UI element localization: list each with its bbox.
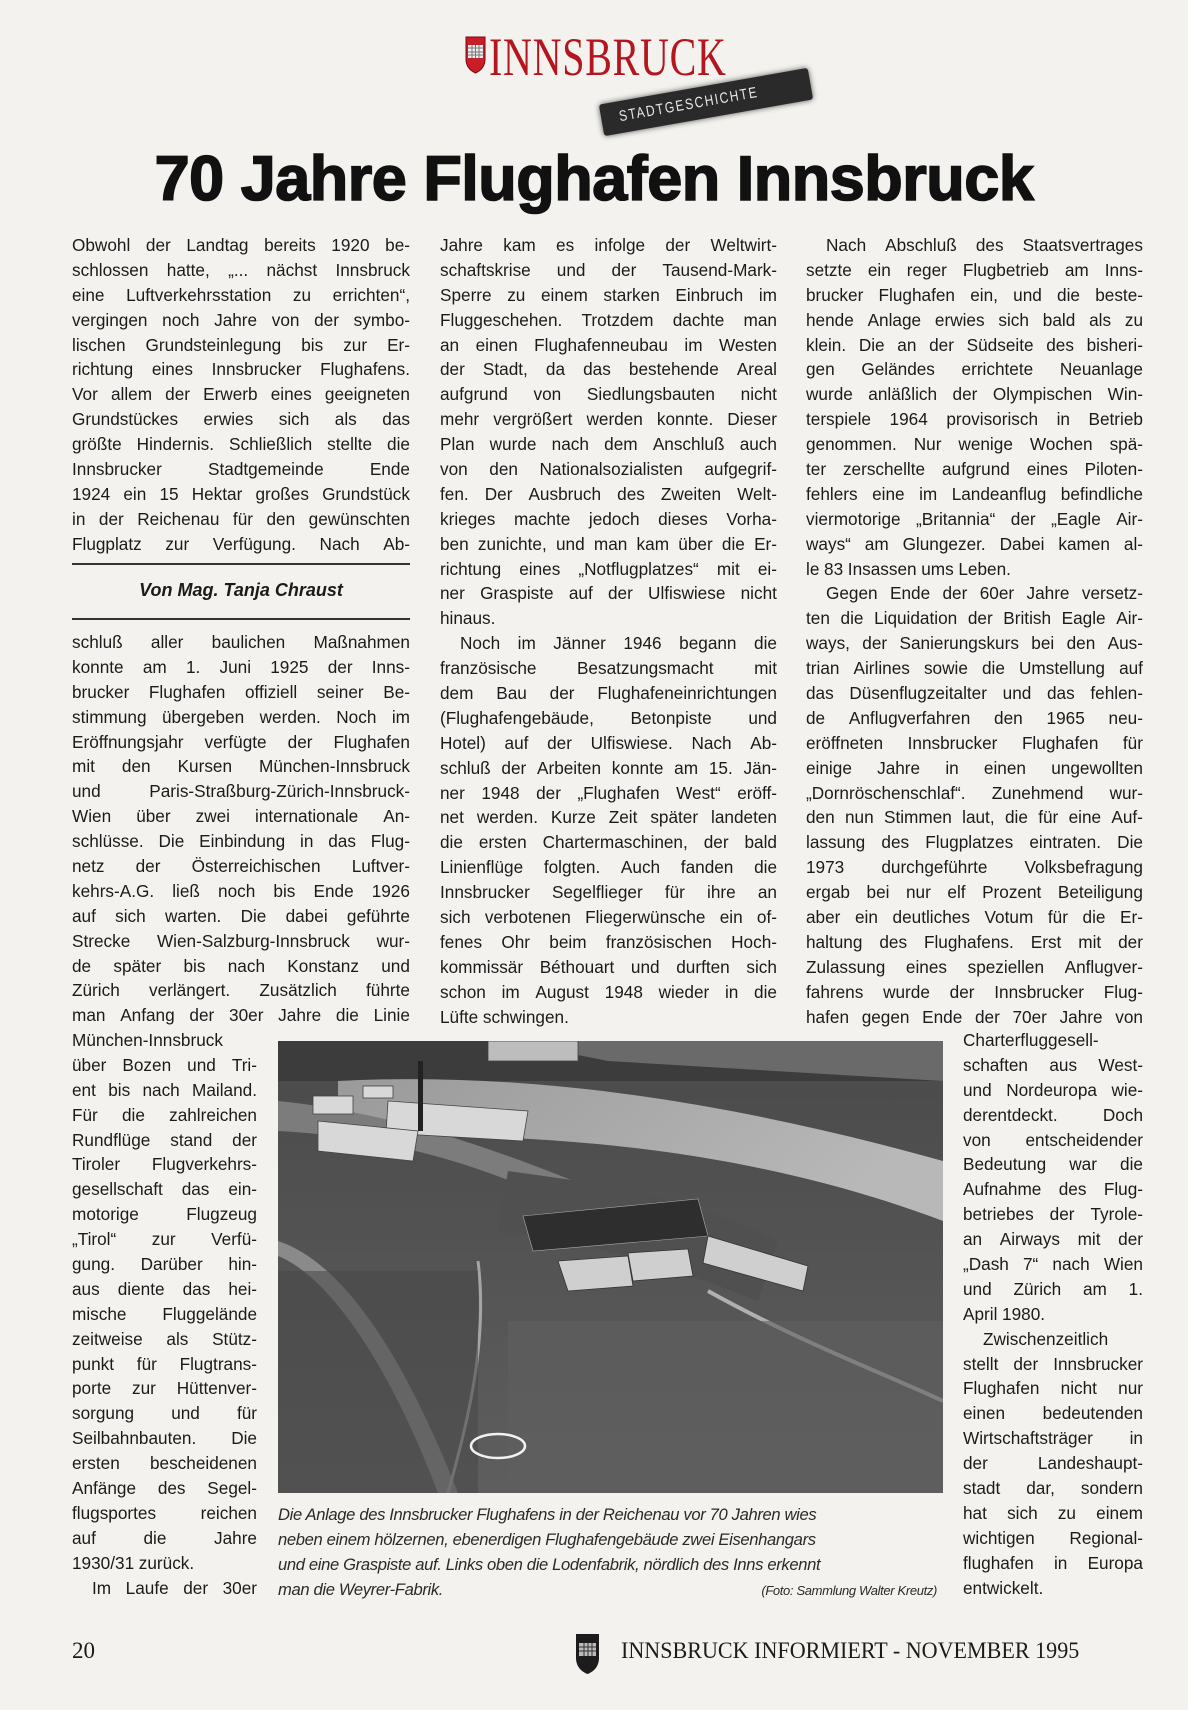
text-line: Linienflüge folgten. Auch fanden die	[440, 857, 777, 878]
text-line: richtung eines Innsbrucker Flughafens.	[72, 359, 410, 380]
text-line: ergab bei nur elf Prozent Beteiligung	[806, 882, 1143, 903]
text-line: zeitweise als Stütz-	[72, 1328, 257, 1349]
text-line: lassung des Flugplatzes eintraten. Die	[806, 832, 1143, 853]
text-line: eine Luftverkehrsstation zu errichten“,	[72, 284, 410, 305]
text-line: hafen gegen Ende der 70er Jahre von	[806, 1006, 1143, 1027]
text-line: brucker Flughafen ein, und die beste-	[806, 284, 1143, 305]
text-line: von entscheidender	[963, 1129, 1143, 1150]
text-line: Rundflüge stand der	[72, 1129, 257, 1150]
text-line: München-Innsbruck	[72, 1030, 223, 1050]
text-line: aufgrund von Siedlungsbauten nicht	[440, 384, 777, 405]
text-line: Hotel) auf der Ulfiswiese. Nach Ab-	[440, 732, 777, 753]
text-line: Anfänge des Segel-	[72, 1478, 257, 1499]
text-line: schaftskrise und der Tausend-Mark-	[440, 259, 777, 280]
photo-credit: (Foto: Sammlung Walter Kreutz)	[761, 1582, 937, 1598]
text-line: auf die Jahre	[72, 1527, 257, 1548]
text-line: krieges machte jedoch dieses Vorha-	[440, 508, 777, 529]
text-line: sorgung und für	[72, 1403, 257, 1424]
text-line: genommen. Nur wenige Wochen spä-	[806, 434, 1143, 455]
text-line: größte Hindernis. Schließlich stellte die	[72, 434, 410, 455]
text-line: kehrs-A.G. ließ noch bis Ende 1926	[72, 880, 410, 901]
text-line: Obwohl der Landtag bereits 1920 be-	[72, 235, 410, 255]
text-line: fehlers eine im Landeanflug befindliche	[806, 483, 1143, 504]
text-line: Gegen Ende der 60er Jahre versetz-	[826, 583, 1143, 604]
text-line: Eröffnungsjahr verfügte der Flughafen	[72, 731, 410, 752]
innsbruck-coat-of-arms-icon	[465, 36, 486, 74]
text-line: Flugplatz zur Verfügung. Nach Ab-	[72, 533, 410, 554]
text-line: sich verbotenen Fliegerwünsche ein of-	[440, 907, 777, 928]
column-1-top	[72, 233, 410, 557]
text-line: punkt für Flugtrans-	[72, 1353, 257, 1374]
text-line: Wirtschaftsträger in	[963, 1428, 1143, 1449]
text-line: ten die Liquidation der British Eagle Air-	[806, 608, 1143, 629]
text-line: Bedeutung war die	[963, 1154, 1143, 1175]
text-line: Charterfluggesell-	[963, 1030, 1099, 1050]
text-line: brucker Flughafen offiziell seiner Be-	[72, 681, 410, 702]
text-line: in der Reichenau für den gewünschten	[72, 508, 410, 529]
text-line: aus diente das hei-	[72, 1278, 257, 1299]
photo-caption	[278, 1503, 943, 1604]
text-line: Grundstückes erwies sich als das	[72, 409, 410, 430]
text-line: Innsbrucker Segelflieger für ihre an	[440, 882, 777, 903]
text-line: aber ein deutliches Votum für die Er-	[806, 907, 1143, 928]
text-line: ways, der Sanierungskurs bei den Aus-	[806, 633, 1143, 654]
text-line: entwickelt.	[963, 1577, 1044, 1598]
text-line: Strecke Wien-Salzburg-Innsbruck wur-	[72, 930, 410, 951]
text-line: Aufnahme des Flug-	[963, 1179, 1143, 1200]
author-byline: Von Mag. Tanja Chraust	[139, 580, 343, 600]
text-line: le 83 Insassen ums Leben.	[806, 558, 1011, 579]
text-line: klein. Die an der Südseite des bisheri-	[806, 334, 1143, 355]
text-line: dem Bau der Flughafeneinrichtungen	[440, 683, 777, 704]
text-line: schaften aus West-	[963, 1054, 1143, 1075]
text-line: „Dash 7“ nach Wien	[963, 1254, 1143, 1275]
byline-rule-top	[72, 563, 410, 565]
text-line: net werden. Kurze Zeit später landeten	[440, 807, 777, 828]
stamp-text: STADTGESCHICHTE	[617, 83, 760, 126]
text-line: Lüfte schwingen.	[440, 1006, 569, 1027]
text-line: schlüsse. Die Einbindung in das Flug-	[72, 831, 410, 852]
text-line: wurde anläßlich der Olympischen Win-	[806, 384, 1143, 405]
text-line: de Anflugverfahren den 1965 neu-	[806, 707, 1143, 728]
text-line: auf sich warten. Die dabei geführte	[72, 905, 410, 926]
text-line: trian Airlines sowie die Umstellung auf	[806, 658, 1143, 679]
text-line: 1973 durchgeführte Volksbefragung	[806, 857, 1143, 878]
text-line: lischen Grundsteinlegung bis zur Er-	[72, 334, 410, 355]
text-line: ersten bescheidenen	[72, 1453, 257, 1474]
text-line: der Stadt, da das bestehende Areal	[440, 359, 777, 380]
text-line: motorige Flugzeug	[72, 1204, 257, 1225]
text-line: Innsbrucker Stadtgemeinde Ende	[72, 459, 410, 480]
text-line: Wien über zwei internationale An-	[72, 806, 410, 827]
text-line: haltung des Flughafens. Erst mit der	[806, 931, 1143, 952]
column-1-narrow	[72, 1028, 257, 1600]
text-line: an Airways mit der	[963, 1229, 1143, 1250]
text-line: stadt dar, sondern	[963, 1478, 1143, 1499]
text-line: den nun Stimmen laut, die für eine Auf-	[806, 807, 1143, 828]
text-line: kommissär Béthouart und durften sich	[440, 956, 777, 977]
text-line: und Nordeuropa wie-	[963, 1079, 1143, 1100]
text-line: porte zur Hüttenver-	[72, 1378, 257, 1399]
text-line: (Flughafengebäude, Betonpiste und	[440, 707, 777, 728]
text-line: Plan wurde nach dem Anschluß auch	[440, 434, 777, 455]
text-line: man Anfang der 30er Jahre die Linie	[72, 1005, 410, 1026]
text-line: hende Anlage erwies sich bald als zu	[806, 309, 1143, 330]
text-line: „Tirol“ zur Verfü-	[72, 1229, 257, 1250]
text-line: der Landeshaupt-	[963, 1453, 1143, 1474]
column-1-middle	[72, 630, 410, 1028]
text-line: und Paris-Straßburg-Zürich-Innsbruck-	[72, 781, 410, 802]
text-line: ben zunichte, und man kam über die Er-	[440, 533, 777, 554]
text-line: richtung eines „Notflugplatzes“ mit ei-	[440, 558, 777, 579]
text-line: wichtigen Regional-	[963, 1527, 1143, 1548]
publication-footer: INNSBRUCK INFORMIERT - NOVEMBER 1995	[621, 1638, 1080, 1663]
text-line: viermotorige „Britannia“ der „Eagle Air-	[806, 508, 1143, 529]
text-line: mische Fluggelände	[72, 1303, 257, 1324]
text-line: Jahre kam es infolge der Weltwirt-	[440, 235, 777, 255]
caption-line: Die Anlage des Innsbrucker Flughafens in der Reichenau vor 70 Jahren wies	[278, 1505, 817, 1524]
text-line: Vor allem der Erwerb eines geeigneten	[72, 384, 410, 405]
coat-of-arms-icon	[575, 1633, 600, 1675]
text-line: schluß aller baulichen Maßnahmen	[72, 632, 410, 652]
text-line: eröffneten Innsbrucker Flughafen für	[806, 732, 1143, 753]
text-line: an einen Flughafenneubau im Westen	[440, 334, 777, 355]
caption-last-row	[278, 1578, 943, 1604]
text-line: Im Laufe der 30er	[92, 1577, 257, 1598]
text-line: betriebes der Tyrole-	[963, 1204, 1143, 1225]
text-line: schluß der Arbeiten konnte am 15. Jän-	[440, 757, 777, 778]
text-line: de später bis nach Konstanz und	[72, 955, 410, 976]
text-line: fenes Ohr beim französischen Hoch-	[440, 931, 777, 952]
text-line: netz der Österreichischen Luftver-	[72, 856, 410, 877]
text-line: gesellschaft das ein-	[72, 1179, 257, 1200]
text-line: Zwischenzeitlich	[983, 1328, 1109, 1349]
text-line: flughafen in Europa	[963, 1552, 1143, 1573]
text-line: Zürich verlängert. Zusätzlich führte	[72, 980, 410, 1001]
text-line: einige Jahre in einen ungewollten	[806, 757, 1143, 778]
text-line: „Dornröschenschlaf“. Zunehmend wur-	[806, 782, 1143, 803]
text-line: die ersten Chartermaschinen, der bald	[440, 832, 777, 853]
text-line: Seilbahnbauten. Die	[72, 1428, 257, 1449]
column-3-narrow	[963, 1028, 1143, 1600]
text-line: gen Geländes errichtete Neuanlage	[806, 359, 1143, 380]
text-line: Nach Abschluß des Staatsvertrages	[826, 235, 1143, 255]
text-line: hinaus.	[440, 608, 496, 629]
caption-line: neben einem hölzernen, ebenerdigen Flughafengebäude zwei Eisenhangars	[278, 1529, 816, 1549]
text-line: gung. Darüber hin-	[72, 1254, 257, 1275]
text-line: ent bis nach Mailand.	[72, 1079, 257, 1100]
text-line: Noch im Jänner 1946 begann die	[460, 633, 777, 654]
text-line: schon im August 1948 wieder in die	[440, 981, 777, 1002]
text-line: und Zürich am 1.	[963, 1278, 1143, 1299]
text-line: ter zerschellte aufgrund eines Piloten-	[806, 459, 1143, 480]
text-line: Für die zahlreichen	[72, 1104, 257, 1125]
text-line: ways“ am Glungezer. Dabei kamen al-	[806, 533, 1143, 554]
text-line: einen bedeutenden	[963, 1403, 1143, 1424]
text-line: Zulassung eines speziellen Anflugver-	[806, 956, 1143, 977]
text-line: mehr vergrößert werden konnte. Dieser	[440, 409, 777, 430]
text-line: schlossen hatte, „... nächst Innsbruck	[72, 259, 410, 280]
text-line: April 1980.	[963, 1303, 1046, 1324]
page-number: 20	[72, 1638, 95, 1663]
article-title: 70 Jahre Flughafen Innsbruck	[154, 144, 1034, 214]
text-line: vergingen noch Jahre von der symbo-	[72, 309, 410, 330]
caption-line: man die Weyrer-Fabrik.	[278, 1579, 444, 1599]
column-3	[806, 233, 1143, 1030]
text-line: derentdeckt. Doch	[963, 1104, 1143, 1125]
innsbruck-logo-text: INNSBRUCK	[489, 27, 727, 87]
text-line: Fluggeschehen. Trotzdem dachte man	[440, 309, 777, 330]
text-line: das Düsenflugzeitalter und das fehlen-	[806, 683, 1143, 704]
text-line: ner 1948 der „Flughafen West“ eröff-	[440, 782, 777, 803]
text-line: von den Nationalsozialisten aufgegrif-	[440, 459, 777, 480]
text-line: 1930/31 zurück.	[72, 1552, 195, 1573]
text-line: konnte am 1. Juni 1925 der Inns-	[72, 656, 410, 677]
text-line: Tiroler Flugverkehrs-	[72, 1154, 257, 1175]
text-line: hat sich zu einem	[963, 1502, 1143, 1523]
text-line: stellt der Innsbrucker	[963, 1353, 1143, 1374]
text-line: fen. Der Ausbruch des Zweiten Welt-	[440, 483, 777, 504]
text-line: stimmung übergeben werden. Noch im	[72, 706, 410, 727]
text-line: ner Graspiste auf der Ulfiswiese nicht	[440, 583, 777, 604]
text-line: über Bozen und Tri-	[72, 1054, 257, 1075]
text-line: Flughafen nicht nur	[963, 1378, 1143, 1399]
text-line: terspiele 1964 provisorisch in Betrieb	[806, 409, 1143, 430]
caption-line: und eine Graspiste auf. Links oben die Lodenfabrik, nördlich des Inns erkennt	[278, 1554, 821, 1574]
text-line: 1924 ein 15 Hektar großes Grundstück	[72, 483, 410, 504]
byline-rule-bottom	[72, 618, 410, 620]
column-2	[440, 233, 777, 1030]
text-line: fahrens wurde der Innsbrucker Flug-	[806, 981, 1143, 1002]
text-line: flugsportes reichen	[72, 1502, 257, 1523]
text-line: mit den Kursen München-Innsbruck	[72, 756, 410, 777]
text-line: französische Besatzungsmacht mit	[440, 658, 777, 679]
aerial-photo-airport	[278, 1041, 943, 1493]
text-line: Sperre zu einem starken Einbruch im	[440, 284, 777, 305]
text-line: setzte ein reger Flugbetrieb am Inns-	[806, 259, 1143, 280]
